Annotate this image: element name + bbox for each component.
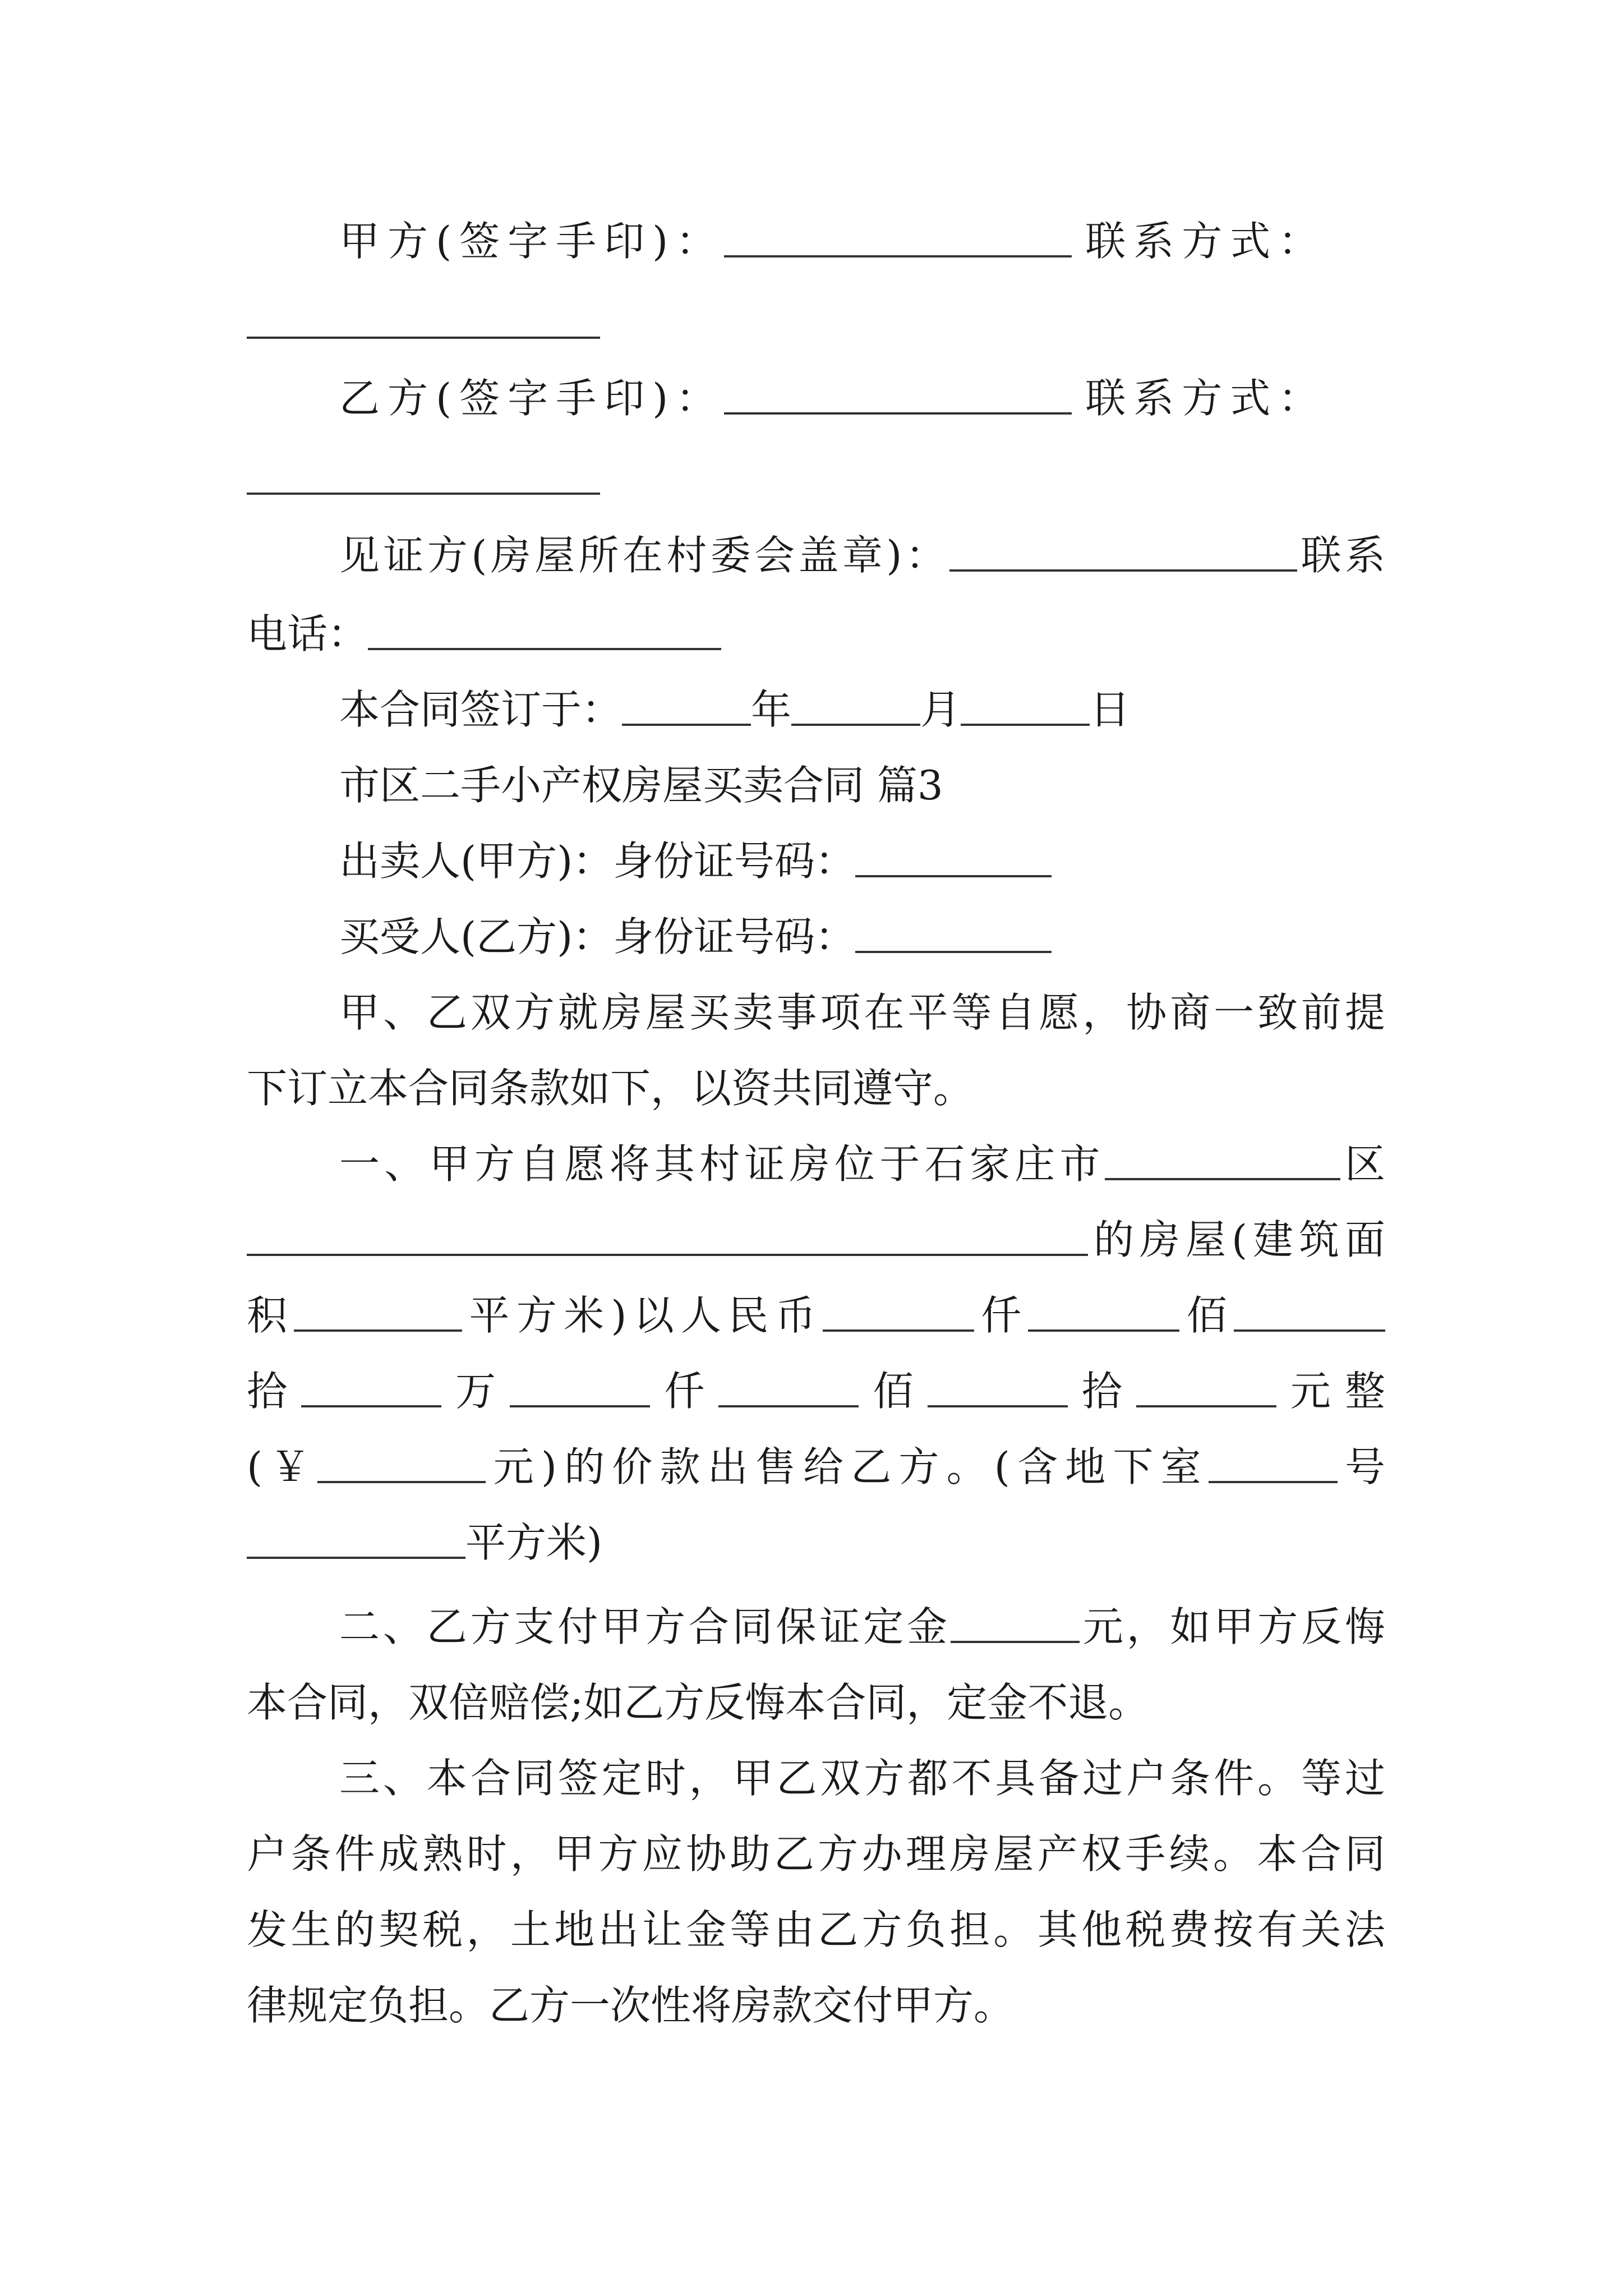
party-b-contact-blank bbox=[247, 493, 600, 495]
clause2-line-2 bbox=[247, 1674, 1385, 1731]
clause2-text-2: 本合同，双倍赔偿;如乙方反悔本合同，定金不退。 bbox=[247, 1679, 1149, 1726]
clause1-text-5c: 号 bbox=[1337, 1443, 1385, 1490]
area-blank bbox=[294, 1292, 462, 1332]
party-b-label: 乙方(签字手印)： bbox=[339, 375, 725, 422]
clause2-text-1a: 二、乙方支付甲方合同保证定金 bbox=[339, 1603, 951, 1650]
clause3-line-2 bbox=[247, 1826, 1385, 1882]
price-number-blank bbox=[317, 1444, 486, 1483]
clause1-text-4d: 佰 bbox=[859, 1368, 928, 1415]
basement-area-blank bbox=[247, 1520, 465, 1559]
buyer-id-blank bbox=[855, 914, 1052, 953]
witness-contact-label-2: 电话： bbox=[247, 610, 368, 657]
sign-date-label: 本合同签订于： bbox=[339, 686, 623, 733]
clause2-text-1b: 元，如甲方反悔 bbox=[1079, 1603, 1385, 1650]
witness-line bbox=[339, 527, 1385, 583]
year-blank bbox=[622, 687, 751, 726]
party-a-contact-label: 联系方式： bbox=[1085, 218, 1327, 265]
party-a-signature-line bbox=[339, 213, 1385, 269]
day-label: 日 bbox=[1090, 686, 1131, 733]
clause1-line-5 bbox=[247, 1439, 1385, 1495]
deposit-blank bbox=[951, 1604, 1080, 1643]
witness-blank bbox=[949, 532, 1297, 572]
clause1-text-4f: 元整 bbox=[1276, 1368, 1385, 1415]
sign-date-line bbox=[339, 682, 1385, 738]
day-blank bbox=[961, 687, 1090, 726]
clause3-text-4: 律规定负担。乙方一次性将房款交付甲方。 bbox=[247, 1982, 1015, 2029]
price-blank-3 bbox=[1234, 1292, 1385, 1332]
district-blank bbox=[1105, 1141, 1340, 1180]
buyer-line bbox=[339, 909, 1385, 965]
clause1-text-3a: 积 bbox=[247, 1292, 294, 1339]
party-a-blank bbox=[724, 218, 1072, 257]
clause1-line-6 bbox=[247, 1515, 1385, 1571]
clause1-text-6a: 平方米) bbox=[465, 1519, 603, 1566]
price-blank-2 bbox=[1028, 1292, 1179, 1332]
clause1-text-3b: 平方米)以人民币 bbox=[462, 1292, 823, 1339]
seller-id-blank bbox=[855, 838, 1052, 877]
price-blank-8 bbox=[1136, 1368, 1276, 1407]
clause1-line-4 bbox=[247, 1363, 1385, 1419]
intro-line-1 bbox=[339, 984, 1385, 1041]
party-b-contact-label: 联系方式： bbox=[1085, 375, 1327, 422]
party-a-contact-blank bbox=[247, 337, 600, 339]
price-blank-6 bbox=[718, 1368, 859, 1407]
year-label: 年 bbox=[751, 686, 792, 733]
witness-label: 见证方(房屋所在村委会盖章)： bbox=[339, 532, 950, 579]
price-blank-1 bbox=[823, 1292, 974, 1332]
intro-text-2: 下订立本合同条款如下，以资共同遵守。 bbox=[247, 1065, 974, 1112]
clause1-line-1 bbox=[339, 1136, 1385, 1192]
clause3-line-1 bbox=[339, 1750, 1385, 1806]
month-label: 月 bbox=[920, 686, 961, 733]
price-blank-7 bbox=[928, 1368, 1068, 1407]
clause1-text-5a: (￥ bbox=[247, 1443, 318, 1490]
clause3-line-3 bbox=[247, 1902, 1385, 1958]
seller-line bbox=[339, 833, 1385, 889]
clause3-text-1: 三、本合同签定时，甲乙双方都不具备过户条件。等过 bbox=[339, 1755, 1385, 1802]
party-b-signature-line bbox=[339, 370, 1385, 426]
clause1-text-4b: 万 bbox=[441, 1368, 510, 1415]
witness-phone-blank bbox=[368, 611, 721, 650]
seller-label: 出卖人(甲方)：身份证号码： bbox=[339, 838, 856, 885]
clause2-line-1 bbox=[339, 1599, 1385, 1655]
basement-number-blank bbox=[1209, 1444, 1338, 1483]
clause1-line-3 bbox=[247, 1287, 1385, 1343]
clause1-text-3d: 佰 bbox=[1179, 1292, 1234, 1339]
clause1-text-3c: 仟 bbox=[974, 1292, 1029, 1339]
clause1-text-1a: 一、甲方自愿将其村证房位于石家庄市 bbox=[339, 1140, 1105, 1188]
witness-contact-label-1: 联系 bbox=[1297, 532, 1385, 579]
clause1-text-4e: 拾 bbox=[1067, 1368, 1136, 1415]
intro-line-2 bbox=[247, 1060, 1385, 1116]
clause1-text-4a: 拾 bbox=[247, 1368, 302, 1415]
clause1-text-1b: 区 bbox=[1340, 1140, 1385, 1188]
clause1-text-5b: 元)的价款出售给乙方。(含地下室 bbox=[486, 1443, 1209, 1490]
clause1-text-4c: 仟 bbox=[650, 1368, 719, 1415]
clause3-text-2: 户条件成熟时，甲方应协助乙方办理房屋产权手续。本合同 bbox=[247, 1830, 1385, 1878]
price-blank-4 bbox=[301, 1368, 441, 1407]
clause1-text-2a: 的房屋(建筑面 bbox=[1088, 1216, 1385, 1263]
section-title bbox=[339, 757, 1385, 813]
clause3-line-4 bbox=[247, 1977, 1385, 2033]
address-blank bbox=[247, 1217, 1088, 1256]
price-blank-5 bbox=[510, 1368, 650, 1407]
buyer-label: 买受人(乙方)：身份证号码： bbox=[339, 913, 856, 960]
section-title-text: 市区二手小产权房屋买卖合同 篇3 bbox=[339, 762, 943, 809]
witness-phone-line bbox=[247, 606, 1385, 662]
party-b-blank bbox=[724, 375, 1072, 415]
intro-text-1: 甲、乙双方就房屋买卖事项在平等自愿，协商一致前提 bbox=[339, 989, 1385, 1036]
clause1-line-2 bbox=[247, 1212, 1385, 1268]
clause3-text-3: 发生的契税，土地出让金等由乙方负担。其他税费按有关法 bbox=[247, 1906, 1385, 1953]
month-blank bbox=[791, 687, 920, 726]
party-a-label: 甲方(签字手印)： bbox=[339, 218, 725, 265]
